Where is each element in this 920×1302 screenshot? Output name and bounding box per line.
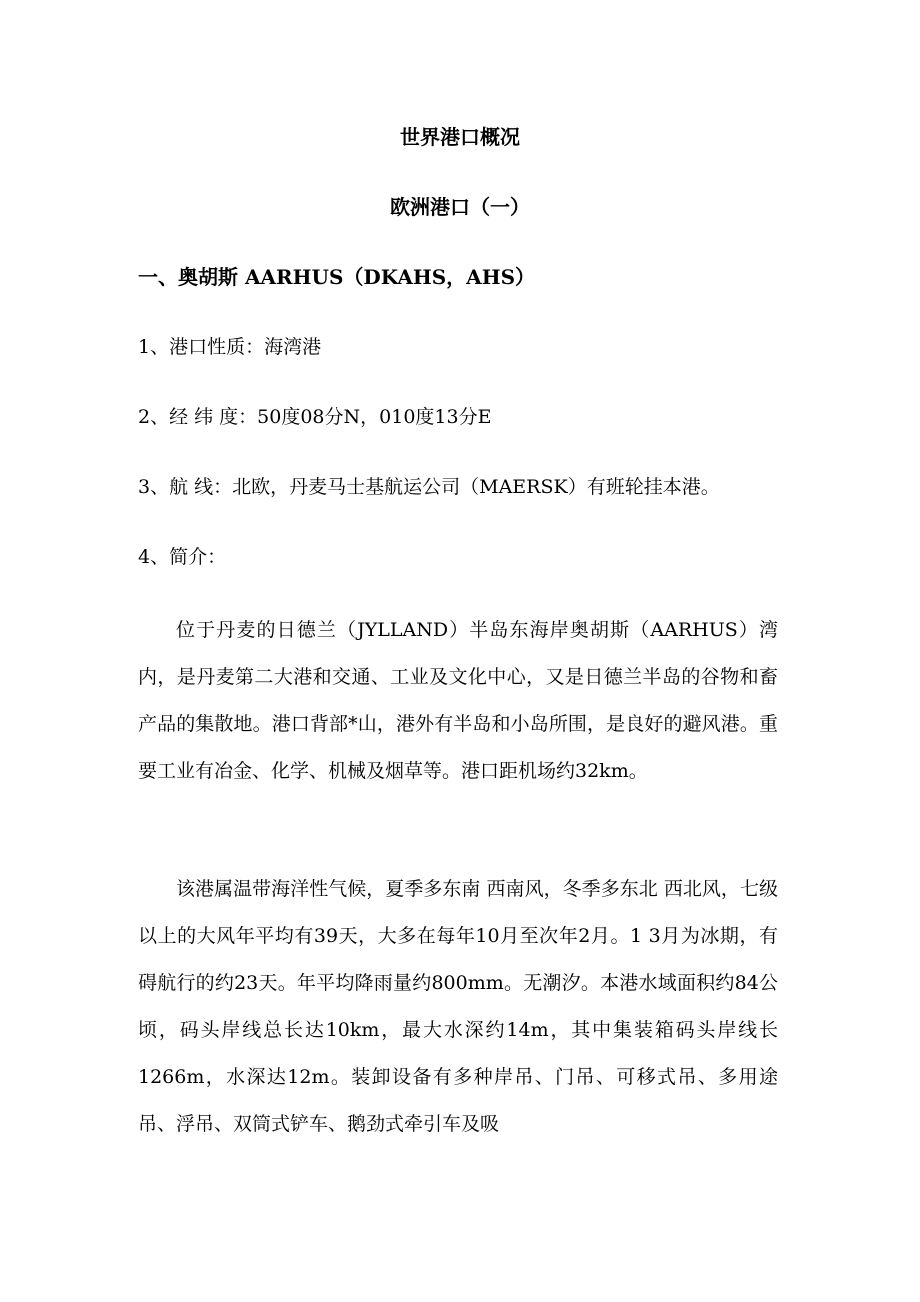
introduction-label: 4、简介： xyxy=(138,546,227,568)
port-nature-line: 1、港口性质：海湾港 xyxy=(138,336,322,358)
coordinates-line: 2、经 纬 度：50度08分N，010度13分E xyxy=(138,406,492,428)
intro-paragraph-2: 该港属温带海洋性气候，夏季多东南 西南风，冬季多东北 西北风，七级以上的大风年平均有39天，大多在每年10月至次年2月。1 3月为冰期，有碍航行的约23天。年平均降雨量约800mm。无潮汐。本港水域面积约84公顷，码头岸线总长达10km，最大水深约14m，其中集装箱码头岸线长1266m，水深达12m。装卸设备有多种岸吊、门吊、可移式吊、多用途吊、浮吊、双筒式铲车、鹅劲式牵引车及吸 xyxy=(138,878,778,1135)
document-subtitle: 欧洲港口（一） xyxy=(390,195,530,219)
intro-paragraph-1: 位于丹麦的日德兰（JYLLAND）半岛东海岸奥胡斯（AARHUS）湾内，是丹麦第二大港和交通、工业及文化中心，又是日德兰半岛的谷物和畜产品的集散地。港口背部*山，港外有半岛和小岛所围，是良好的避风港。重要工业有冶金、化学、机械及烟草等。港口距机场约32km。 xyxy=(138,619,778,782)
shipping-route-line: 3、航 线：北欧，丹麦马士基航运公司（MAERSK）有班轮挂本港。 xyxy=(138,476,720,498)
section-heading: 一、奥胡斯 AARHUS（DKAHS，AHS） xyxy=(138,265,536,289)
document-title: 世界港口概况 xyxy=(400,125,520,149)
